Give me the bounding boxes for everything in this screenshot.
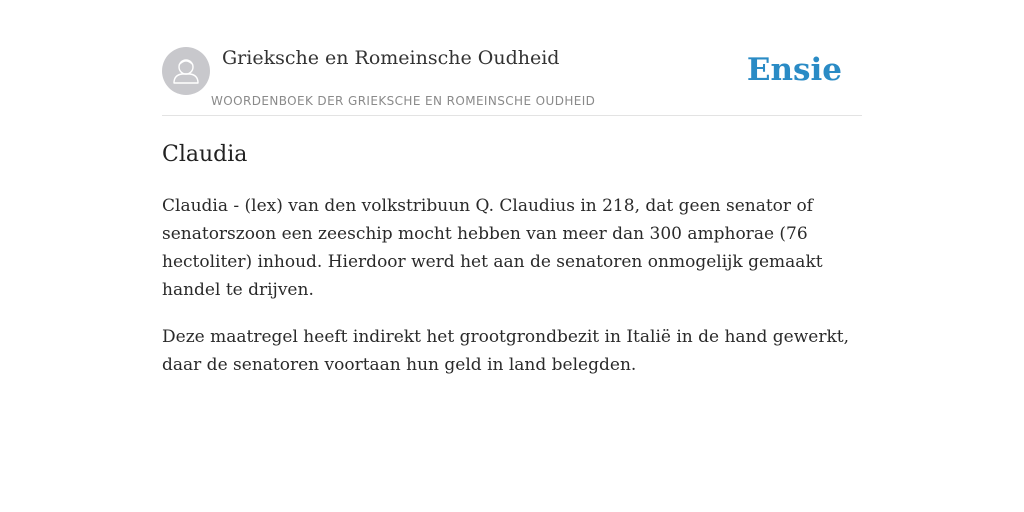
- source-avatar[interactable]: [162, 47, 210, 95]
- source-title[interactable]: Grieksche en Romeinsche Oudheid: [222, 47, 560, 69]
- entry-paragraph: Claudia - (lex) van den volkstribuun Q. Claudius in 218, dat geen senator of senatorszoon een zeeschip mocht hebben van meer dan 300 amphorae (76 hectoliter) inhoud. Hierdoor werd het aan de senatoren onmogelijk gemaakt handel te drijven.: [162, 196, 823, 300]
- entry-title: Claudia: [162, 142, 248, 167]
- header-divider: [162, 115, 862, 116]
- entry-paragraph: Deze maatregel heeft indirekt het grootgrondbezit in Italië in de hand gewerkt, daar de senatoren voortaan hun geld in land belegden.: [162, 327, 850, 375]
- ensie-logo[interactable]: Ensie: [746, 52, 842, 88]
- user-outline-icon: [162, 47, 210, 95]
- source-subtitle: WOORDENBOEK DER GRIEKSCHE EN ROMEINSCHE OUDHEID: [211, 94, 596, 108]
- entry-body: [162, 192, 850, 398]
